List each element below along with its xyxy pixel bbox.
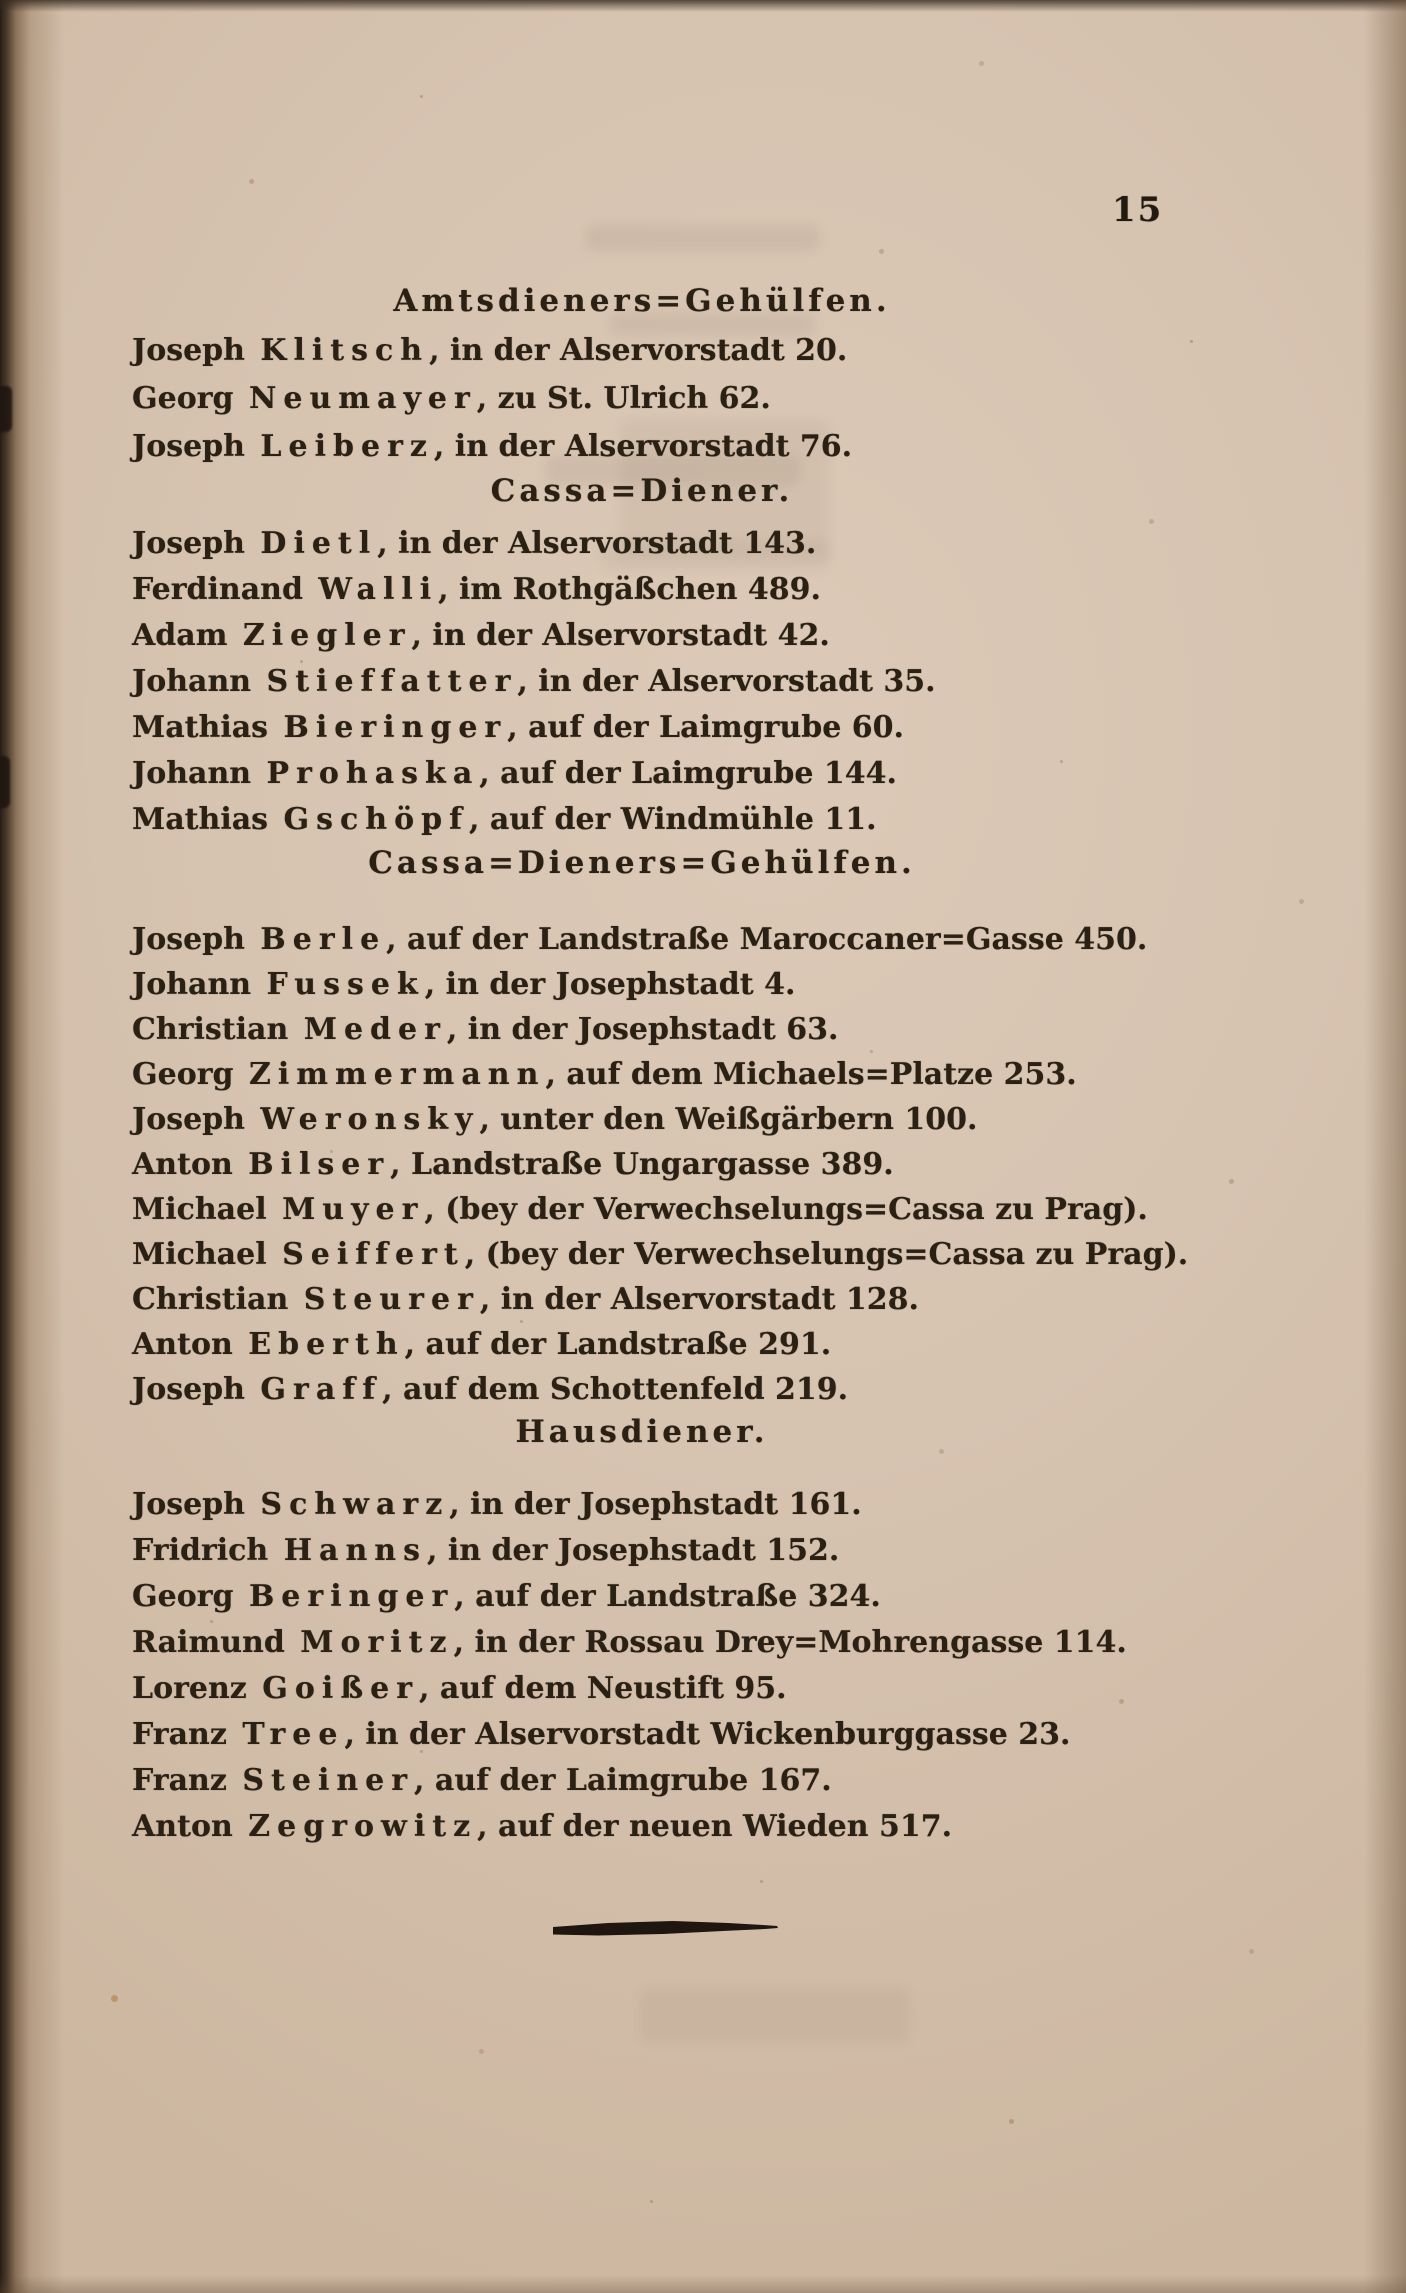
entry-surname: Neumayer	[248, 381, 477, 416]
show-through-smudge	[640, 1988, 910, 2043]
directory-entry	[132, 423, 1152, 471]
entry-address: , in der Alservorstadt 20.	[429, 333, 848, 368]
section-heading: Cassa=Dieners=Gehülfen.	[368, 845, 916, 881]
entry-first-name: Raimund	[132, 1625, 285, 1660]
binding-shadow-left	[0, 0, 64, 2293]
entry-address: , auf der Landstraße Maroccaner=Gasse 450.	[386, 922, 1148, 957]
directory-entry	[132, 613, 1152, 659]
entry-address: , auf der Laimgrube 60.	[507, 710, 905, 745]
entry-first-name: Mathias	[132, 802, 269, 837]
directory-entry	[132, 1712, 1152, 1758]
entry-surname: Muyer	[282, 1192, 425, 1227]
entry-first-name: Joseph	[132, 429, 245, 464]
entry-address: , auf dem Neustift 95.	[419, 1671, 787, 1706]
directory-entry	[132, 1187, 1152, 1232]
entry-address: , (bey der Verwechselungs=Cassa zu Prag).	[464, 1237, 1189, 1272]
entry-address: , unter den Weißgärbern 100.	[479, 1102, 978, 1137]
entry-first-name: Joseph	[132, 1372, 245, 1407]
entry-surname: Eberth	[248, 1327, 405, 1362]
entry-address: , in der Alservorstadt 42.	[411, 618, 830, 653]
entry-surname: Meder	[303, 1012, 447, 1047]
section-entries	[132, 327, 1152, 471]
entry-first-name: Michael	[132, 1237, 267, 1272]
directory-entry	[132, 1804, 1152, 1850]
directory-entry	[132, 327, 1152, 375]
entry-surname: Tree	[242, 1717, 345, 1752]
entry-surname: Zimmermann	[248, 1057, 546, 1092]
directory-entry	[132, 1574, 1152, 1620]
entry-surname: Berle	[260, 922, 387, 957]
entry-address: , auf der Landstraße 324.	[454, 1579, 881, 1614]
entry-address: , auf dem Schottenfeld 219.	[382, 1372, 849, 1407]
entry-first-name: Franz	[132, 1763, 227, 1798]
directory-entry	[132, 1232, 1189, 1277]
entry-address: , auf der Laimgrube 144.	[479, 756, 897, 791]
entry-surname: Gschöpf	[283, 802, 469, 837]
entry-first-name: Fridrich	[132, 1533, 269, 1568]
entry-surname: Steiner	[242, 1763, 415, 1798]
entry-surname: Ziegler	[242, 618, 412, 653]
entry-surname: Stieffatter	[266, 664, 518, 699]
directory-entry	[132, 1482, 1152, 1528]
entry-address: , in der Josephstadt 63.	[446, 1012, 839, 1047]
section-heading: Amtsdieners=Gehülfen.	[393, 283, 891, 319]
entry-surname: Fussek	[266, 967, 425, 1002]
entry-surname: Moritz	[300, 1625, 454, 1660]
entry-first-name: Johann	[132, 967, 252, 1002]
entry-address: , auf der Windmühle 11.	[468, 802, 877, 837]
directory-content	[132, 281, 1189, 1850]
entry-address: , auf der neuen Wieden 517.	[477, 1809, 953, 1844]
scan-edge-right	[1364, 0, 1406, 2293]
entry-first-name: Joseph	[132, 1487, 245, 1522]
entry-address: , (bey der Verwechselungs=Cassa zu Prag).	[424, 1192, 1148, 1227]
directory-entry	[132, 521, 1152, 567]
directory-entry	[132, 797, 1152, 843]
end-rule	[553, 1920, 779, 1938]
entry-address: , in der Alservorstadt 128.	[479, 1282, 919, 1317]
entry-address: , in der Alservorstadt Wickenburggasse 23.	[344, 1717, 1071, 1752]
entry-address: , im Rothgäßchen 489.	[438, 572, 821, 607]
directory-entry	[132, 1007, 1152, 1052]
entry-address: , in der Josephstadt 161.	[449, 1487, 862, 1522]
entry-first-name: Johann	[132, 664, 252, 699]
entry-surname: Bieringer	[283, 710, 508, 745]
entry-first-name: Anton	[132, 1809, 233, 1844]
show-through-smudge	[585, 225, 820, 251]
entry-address: , auf der Landstraße 291.	[404, 1327, 832, 1362]
directory-entry	[132, 567, 1152, 613]
entry-address: , in der Alservorstadt 35.	[517, 664, 936, 699]
directory-entry	[132, 1367, 1152, 1412]
entry-first-name: Georg	[132, 381, 234, 416]
entry-address: , auf der Laimgrube 167.	[414, 1763, 832, 1798]
directory-entry	[132, 1322, 1152, 1367]
directory-entry	[132, 1758, 1152, 1804]
entry-first-name: Anton	[132, 1327, 233, 1362]
directory-entry	[132, 659, 1152, 705]
directory-entry	[132, 1620, 1152, 1666]
entry-first-name: Georg	[132, 1057, 234, 1092]
entry-first-name: Joseph	[132, 333, 245, 368]
entry-address: , Landstraße Ungargasse 389.	[390, 1147, 894, 1182]
entry-surname: Beringer	[248, 1579, 455, 1614]
entry-first-name: Adam	[132, 618, 228, 653]
entry-first-name: Franz	[132, 1717, 227, 1752]
entry-first-name: Christian	[132, 1282, 289, 1317]
entry-surname: Schwarz	[260, 1487, 450, 1522]
entry-first-name: Georg	[132, 1579, 234, 1614]
entry-first-name: Ferdinand	[132, 572, 303, 607]
entry-address: , zu St. Ulrich 62.	[476, 381, 771, 416]
section-heading: Cassa=Diener.	[490, 473, 794, 509]
section-entries	[132, 521, 1152, 843]
entry-surname: Walli	[318, 572, 439, 607]
entry-surname: Weronsky	[260, 1102, 480, 1137]
scan-edge-top	[0, 0, 1406, 12]
directory-entry	[132, 375, 1152, 423]
binding-notch	[0, 386, 12, 432]
entry-surname: Klitsch	[260, 333, 430, 368]
directory-entry	[132, 751, 1152, 797]
directory-entry	[132, 917, 1152, 962]
directory-entry	[132, 1097, 1152, 1142]
entry-address: , auf dem Michaels=Platze 253.	[545, 1057, 1077, 1092]
entry-address: , in der Alservorstadt 76.	[433, 429, 853, 464]
entry-first-name: Michael	[132, 1192, 267, 1227]
entry-surname: Seiffert	[282, 1237, 465, 1272]
entry-surname: Hanns	[283, 1533, 427, 1568]
entry-surname: Zegrowitz	[248, 1809, 478, 1844]
entry-surname: Bilser	[248, 1147, 391, 1182]
entry-first-name: Anton	[132, 1147, 233, 1182]
directory-entry	[132, 1142, 1152, 1187]
entry-address: , in der Josephstadt 152.	[426, 1533, 840, 1568]
entry-surname: Steurer	[303, 1282, 480, 1317]
entry-first-name: Christian	[132, 1012, 289, 1047]
section-entries	[132, 1482, 1152, 1850]
entry-surname: Prohaska	[266, 756, 480, 791]
directory-entry	[132, 1666, 1152, 1712]
directory-entry	[132, 1052, 1152, 1097]
entry-first-name: Joseph	[132, 922, 245, 957]
scan-edge-bottom	[0, 2275, 1406, 2293]
directory-entry	[132, 1277, 1152, 1322]
entry-address: , in der Rossau Drey=Mohrengasse 114.	[453, 1625, 1127, 1660]
entry-surname: Dietl	[260, 526, 378, 561]
section-heading: Hausdiener.	[515, 1414, 769, 1450]
entry-surname: Goißer	[262, 1671, 420, 1706]
page-number: 15	[1112, 190, 1164, 230]
entry-first-name: Mathias	[132, 710, 269, 745]
entry-first-name: Joseph	[132, 526, 245, 561]
entry-address: , in der Josephstadt 4.	[424, 967, 796, 1002]
entry-first-name: Joseph	[132, 1102, 245, 1137]
section-entries	[132, 917, 1189, 1412]
directory-entry	[132, 705, 1152, 751]
binding-notch	[0, 756, 10, 808]
directory-entry	[132, 962, 1152, 1007]
entry-address: , in der Alservorstadt 143.	[377, 526, 817, 561]
entry-first-name: Lorenz	[132, 1671, 247, 1706]
entry-surname: Graff	[260, 1372, 383, 1407]
directory-entry	[132, 1528, 1152, 1574]
entry-first-name: Johann	[132, 756, 252, 791]
entry-surname: Leiberz	[260, 429, 434, 464]
